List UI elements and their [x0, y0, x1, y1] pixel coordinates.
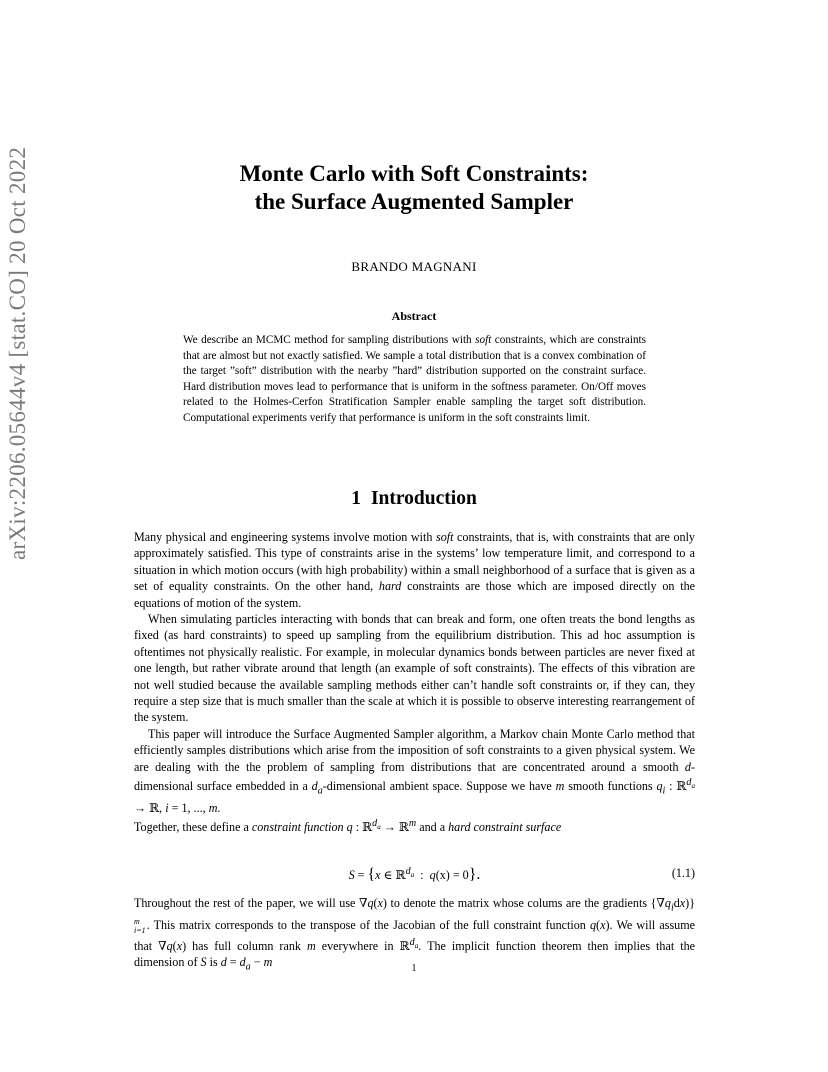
math-text: ( — [172, 939, 177, 954]
math-subscript: a — [317, 785, 323, 797]
text-span: ) to denote the matrix whose colums are the gradients {∇ — [382, 896, 665, 910]
math-var: q — [166, 939, 173, 954]
math-superscript: d — [686, 777, 692, 789]
text-span: This paper will introduce the Surface Augmented Sampler algorithm, a Markov chain Monte Carlo method that efficiently samples distributions which arise from the imposition of soft constraints to a given physical system. We are dealing with the the problem of sampling from distributions that are concentrated around a smooth — [134, 726, 695, 774]
abstract-text-1: We describe an MCMC method for sampling distributions with — [183, 334, 476, 346]
italic-term: soft — [435, 530, 454, 544]
abstract-heading: Abstract — [391, 309, 437, 323]
text-span: smooth functions — [564, 779, 657, 794]
paragraph-2: When simulating particles interacting with bonds that can break and form, one often treats the bond lengths as fixed (as hard constraints) to speed up sampling from the equilibrium distribution. This ad hoc assumption is oftentimes not physically realistic. For example, in molecular dynamics bonds between particles are never fixed at one length, but rather vibrate around that length (an example of soft constraints). The effects of this vibration are not well studied because the available sampling methods either can’t handle soft constraints or, if they can, they require a step size that is much smaller than the scale at which it is possible to observe interesting rearrangement of the system. — [134, 612, 695, 725]
math-var: m — [555, 779, 565, 794]
math-text: ( — [373, 896, 378, 910]
abstract-italic-soft: soft — [475, 334, 492, 346]
math-subscript: i — [662, 785, 666, 797]
math-text: = — [354, 868, 368, 883]
math-var: d — [684, 759, 691, 774]
math-var: q — [590, 917, 597, 932]
paper-title — [0, 160, 828, 216]
math-var: q — [367, 896, 374, 910]
math-subscript: i=1 — [134, 926, 146, 936]
equation-number: (1.1) — [671, 866, 695, 880]
math-text: (x) = 0 — [435, 868, 469, 883]
math-text: ( — [596, 917, 601, 932]
math-var: x — [375, 868, 381, 883]
text-span: . This matrix corresponds to the transpose of the Jacobian of the full constraint function — [146, 917, 590, 932]
abstract-text-2: constraints, which are constraints that are almost but not exactly satisfied. We sample a total distribution that is a convex combination of the target ”soft” distribution with the nearby ”hard” distribution supported on the constraint surface. Hard distribution moves lead to performance that is uniform in the softness parameter. On/Off moves related to the Holmes-Cerfon Stratification Sampler enable sampling the target soft distribution. Computational experiments verify that performance is uniform in the soft constraints limit. — [183, 334, 647, 424]
text-span: ) has full column rank — [182, 939, 307, 954]
section-title: Introduction — [370, 488, 477, 509]
math-text: ∈ ℝ — [380, 868, 406, 883]
introduction-body — [134, 529, 695, 836]
paragraph-1 — [134, 529, 695, 611]
text-span: ). We will assume that ∇ — [134, 917, 695, 954]
text-span: -dimensional surface embedded in a — [134, 759, 695, 794]
math-var: m — [306, 939, 316, 954]
math-subscript: a — [245, 961, 251, 973]
section-number: 1 — [351, 488, 361, 509]
math-var: m — [263, 955, 273, 970]
text-span: Many physical and engineering systems involve motion with — [134, 530, 436, 544]
author-name: BRANDO MAGNANI — [351, 259, 477, 274]
math-superscript: d — [405, 866, 411, 877]
text-span: constraints, that is, with constraints that are only approximately satisfied. This type of constraints arise in the systems’ low temperature limit, and correspond to a situation in which motion occurs (with high probability) within a small neighborhood of a surface that is given as a set of equality constraints. On the other hand, — [134, 530, 695, 594]
math-superscript: m — [408, 818, 417, 830]
equation-1-1 — [134, 866, 695, 886]
math-text: : ℝ — [665, 779, 687, 794]
text-span: -dimensional ambient space. Suppose we have — [322, 779, 556, 794]
text-span: Throughout the rest of the paper, we will use ∇ — [134, 896, 368, 910]
math-var: S — [348, 868, 355, 883]
text-span: everywhere in ℝ — [315, 939, 410, 954]
paragraph-3 — [134, 726, 695, 816]
math-var: i — [165, 800, 169, 815]
math-subscript: a — [410, 871, 415, 880]
math-var: x — [377, 896, 383, 910]
math-subscript: a — [691, 782, 695, 791]
math-var: m — [208, 800, 218, 815]
math-subscript: a — [377, 823, 381, 832]
math-text: → ℝ — [380, 820, 409, 835]
title-line-2: the Surface Augmented Sampler — [254, 189, 574, 214]
math-text: = — [226, 955, 240, 970]
math-var: q — [343, 820, 353, 835]
math-subscript: i — [670, 902, 674, 914]
sum-limits — [134, 917, 146, 935]
italic-term: hard — [378, 579, 402, 594]
abstract-body — [183, 333, 646, 427]
text-span: . The implicit function theorem then implies that the dimension of — [134, 939, 695, 970]
italic-term: constraint function — [251, 820, 344, 835]
math-var: q — [429, 868, 436, 883]
text-span: is — [206, 955, 221, 970]
arxiv-identifier-stamp: arXiv:2206.05644v4 [stat.CO] 20 Oct 2022 — [5, 146, 30, 560]
math-var: x — [679, 896, 686, 910]
math-superscript: d — [372, 818, 378, 830]
paragraph-4 — [134, 816, 695, 835]
math-text: : — [414, 868, 430, 883]
title-line-1: Monte Carlo with Soft Constraints: — [239, 161, 589, 186]
math-var: q — [664, 896, 671, 910]
text-span: . — [217, 800, 221, 815]
math-brace: }. — [468, 866, 481, 884]
math-var: d — [239, 955, 246, 970]
math-text: → ℝ, — [134, 800, 166, 815]
math-text: − — [250, 955, 264, 970]
math-text: d — [673, 896, 680, 910]
math-subscript: a — [414, 942, 419, 951]
section-heading — [0, 488, 828, 510]
math-var: d — [220, 955, 227, 970]
math-text: = 1, ..., — [168, 800, 209, 815]
math-superscript: m — [134, 917, 140, 927]
math-var: x — [600, 917, 606, 932]
math-brace: { — [367, 866, 376, 884]
text-span: constraints are those which are imposed directly on the equations of motion of the system. — [134, 579, 695, 610]
italic-term: hard constraint surface — [448, 820, 562, 835]
text-span: Together, these define a — [134, 820, 252, 835]
text-span: and a — [416, 820, 449, 835]
math-var: S — [200, 955, 207, 970]
math-var: q — [656, 779, 663, 794]
math-text: : ℝ — [352, 820, 373, 835]
equation-expression — [134, 866, 695, 884]
math-var: x — [176, 939, 183, 954]
math-var: d — [311, 779, 318, 794]
page-number: 1 — [411, 963, 417, 974]
math-text: )} — [685, 896, 696, 910]
math-superscript: d — [409, 937, 415, 949]
